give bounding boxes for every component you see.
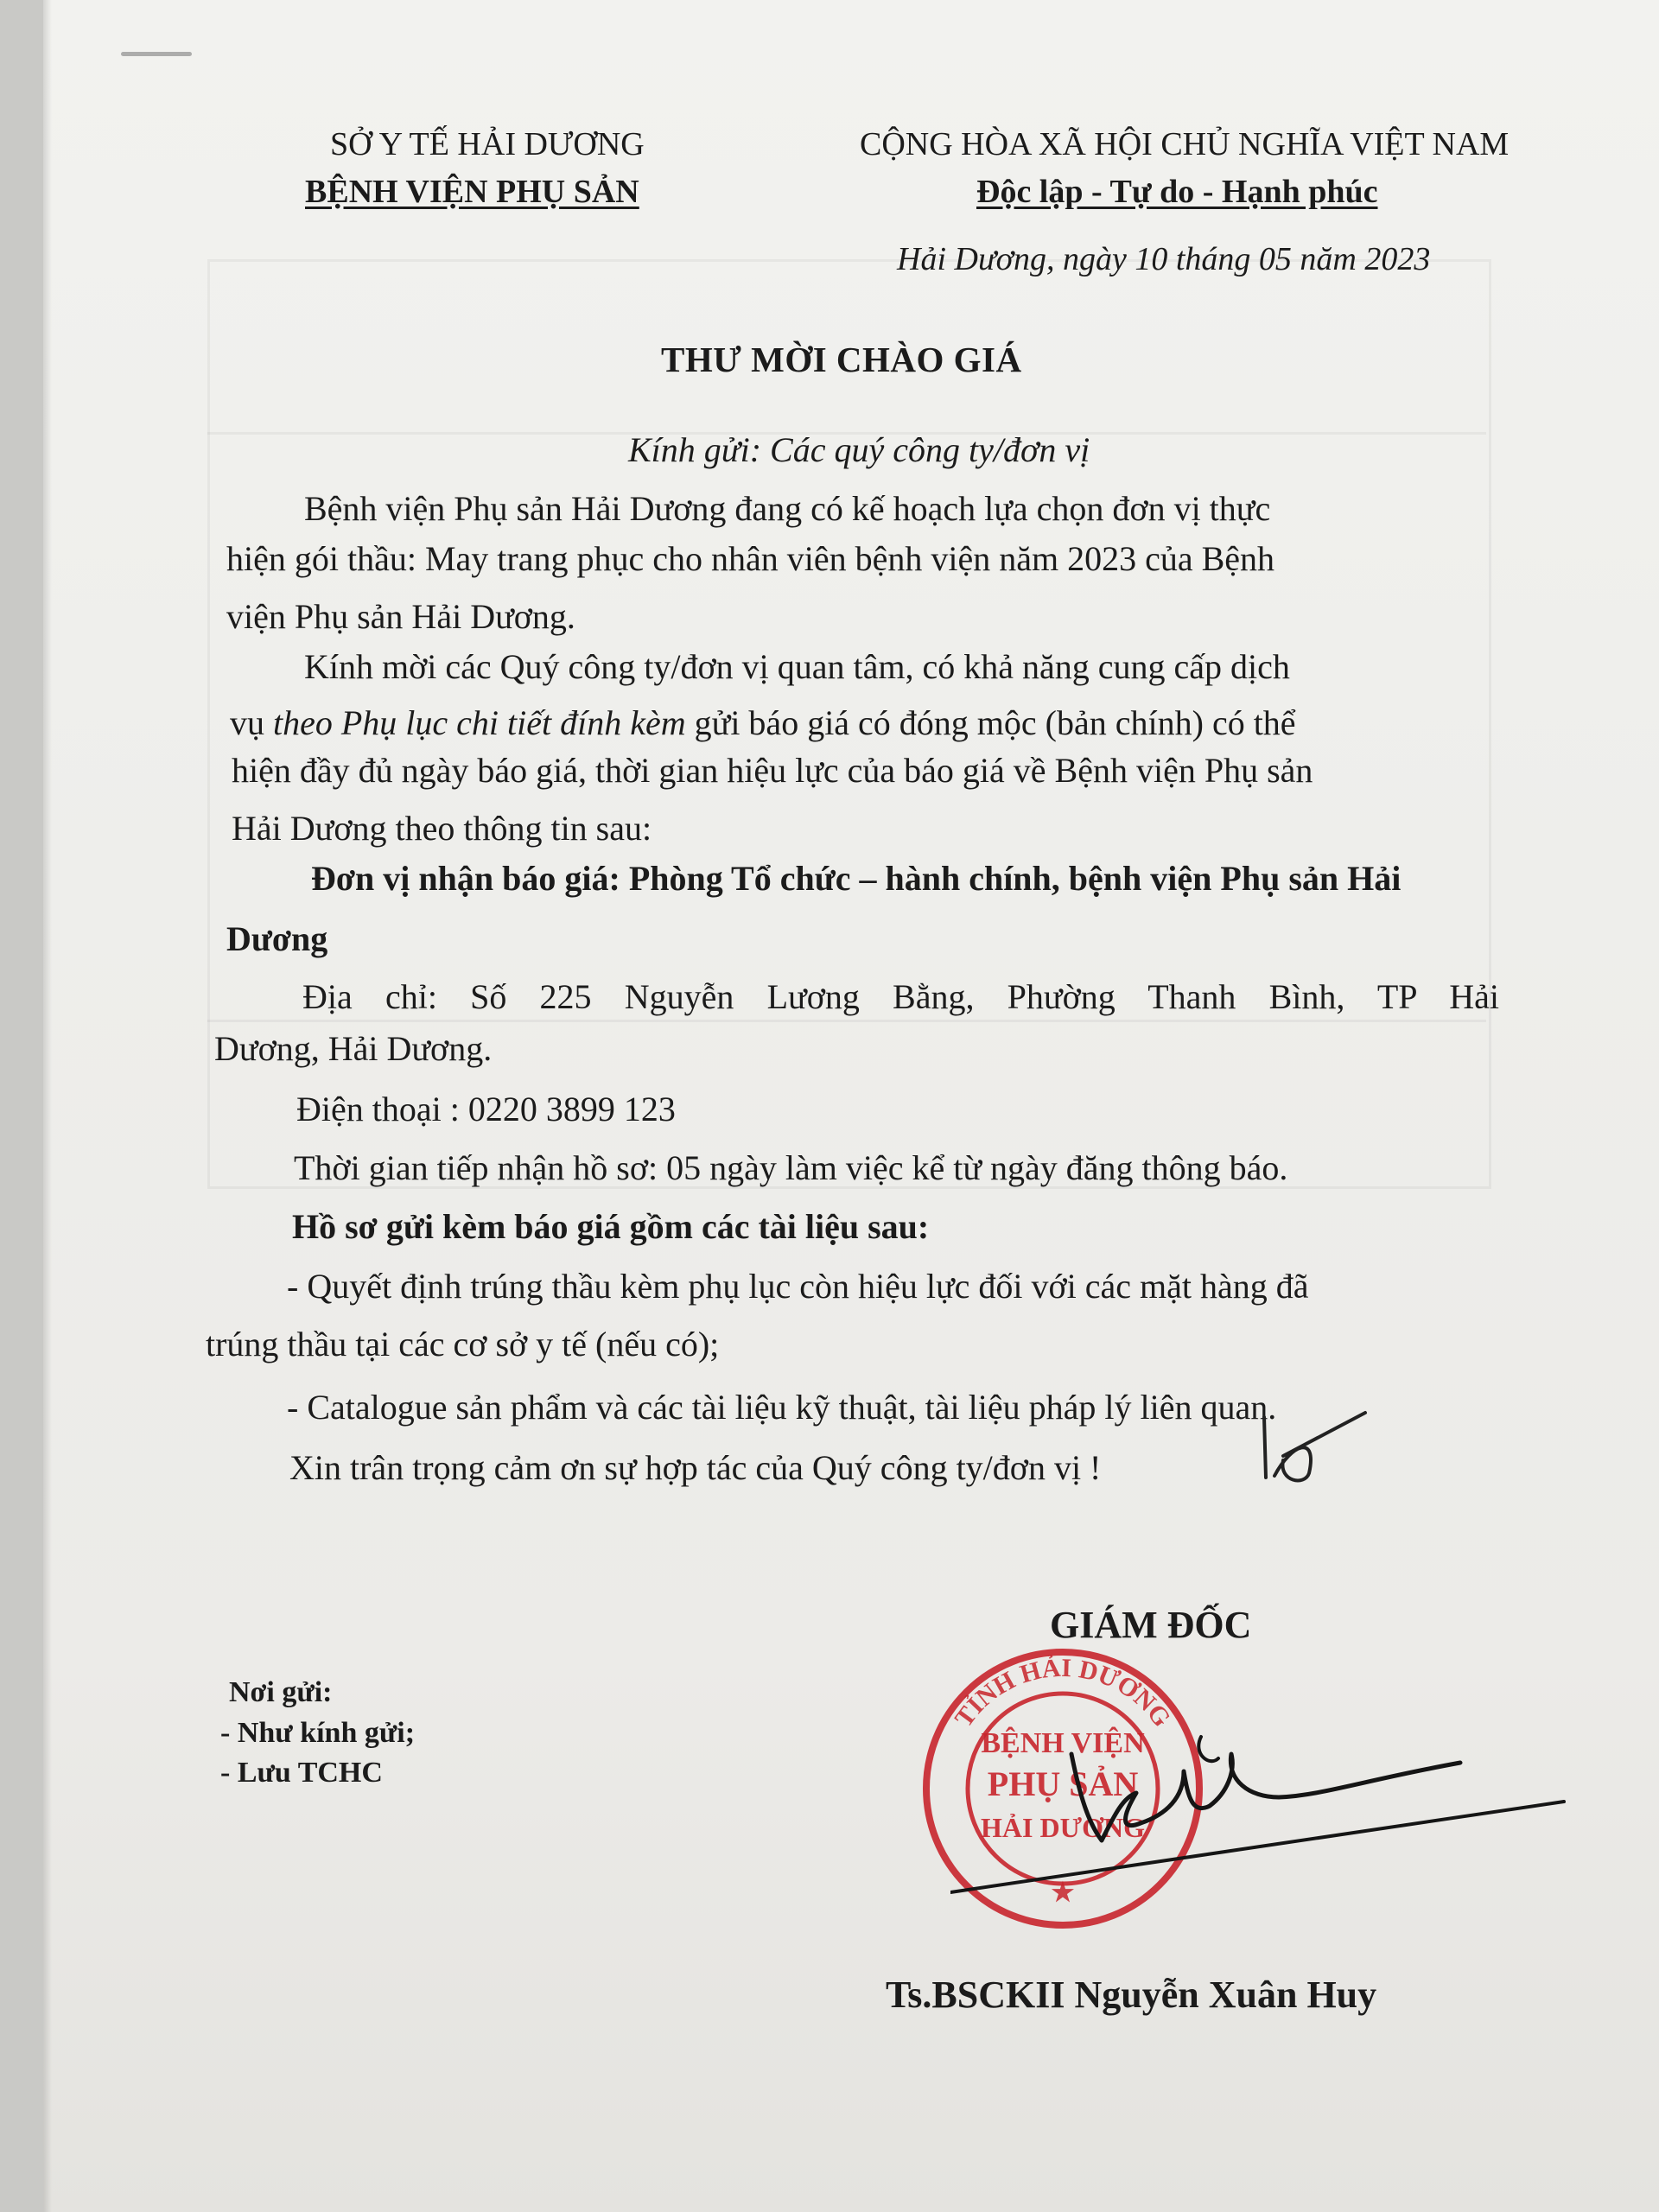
handwritten-initial <box>1257 1408 1370 1491</box>
signer-name: Ts.BSCKII Nguyễn Xuân Huy <box>886 1974 1377 2016</box>
hospital-name: BỆNH VIỆN PHỤ SẢN <box>305 174 639 210</box>
paragraph-1-line: viện Phụ sản Hải Dương. <box>226 597 575 636</box>
show-through-row <box>207 1020 1486 1022</box>
attachment-item: trúng thầu tại các cơ sở y tế (nếu có); <box>206 1325 720 1363</box>
country-name: CỘNG HÒA XÃ HỘI CHỦ NGHĨA VIỆT NAM <box>860 126 1510 162</box>
paragraph-2-line <box>230 702 1296 743</box>
document-date: Hải Dương, ngày 10 tháng 05 năm 2023 <box>897 241 1431 277</box>
receiver-line: Dương <box>226 919 328 958</box>
stamp-line: HẢI DƯƠNG <box>981 1812 1145 1843</box>
page-edge-shadow <box>43 0 52 2212</box>
attachment-item: - Catalogue sản phẩm và các tài liệu kỹ thuật, tài liệu pháp lý liên quan. <box>287 1388 1277 1427</box>
recipients-heading: Nơi gửi: <box>229 1676 333 1708</box>
recipient-item: - Lưu TCHC <box>220 1757 383 1789</box>
attachment-item: - Quyết định trúng thầu kèm phụ lục còn hiệu lực đối với các mặt hàng đã <box>287 1267 1309 1306</box>
paragraph-2-line: hiện đầy đủ ngày báo giá, thời gian hiệu lực của báo giá về Bệnh viện Phụ sản <box>232 751 1313 790</box>
text-run: vụ <box>230 703 273 742</box>
staple-mark <box>121 52 192 56</box>
attachments-heading: Hồ sơ gửi kèm báo giá gồm các tài liệu sau: <box>292 1207 930 1246</box>
text-run: gửi báo giá có đóng mộc (bản chính) có thể <box>685 703 1296 742</box>
stamp-line: PHỤ SẢN <box>987 1764 1139 1803</box>
paragraph-1-line: hiện gói thầu: May trang phục cho nhân viên bệnh viện năm 2023 của Bệnh <box>226 539 1275 578</box>
deadline: Thời gian tiếp nhận hồ sơ: 05 ngày làm việc kể từ ngày đăng thông báo. <box>294 1148 1288 1187</box>
stamp-ring-text: TỈNH HẢI DƯƠNG <box>949 1653 1177 1732</box>
department-name: SỞ Y TẾ HẢI DƯƠNG <box>330 126 645 162</box>
receiver-line: Đơn vị nhận báo giá: Phòng Tổ chức – hành chính, bệnh viện Phụ sản Hải <box>311 859 1402 898</box>
address-line: Địa chỉ: Số 225 Nguyễn Lương Bằng, Phường Thanh Bình, TP Hải <box>302 977 1499 1016</box>
recipient-item: - Như kính gửi; <box>220 1717 416 1749</box>
signer-title: GIÁM ĐỐC <box>1050 1604 1252 1646</box>
stamp-line: BỆNH VIỆN <box>981 1727 1145 1759</box>
star-icon: ★ <box>1051 1878 1075 1907</box>
paragraph-1-line: Bệnh viện Phụ sản Hải Dương đang có kế hoạch lựa chọn đơn vị thực <box>304 489 1271 528</box>
handwritten-signature <box>950 1719 1581 1910</box>
document-title: THƯ MỜI CHÀO GIÁ <box>661 340 1022 379</box>
address-line: Dương, Hải Dương. <box>214 1029 493 1068</box>
paragraph-2-line: Kính mời các Quý công ty/đơn vị quan tâm, có khả năng cung cấp dịch <box>304 647 1290 686</box>
national-motto: Độc lập - Tự do - Hạnh phúc <box>976 174 1378 210</box>
closing-line: Xin trân trọng cảm ơn sự hợp tác của Quý công ty/đơn vị ! <box>289 1448 1102 1487</box>
phone: Điện thoại : 0220 3899 123 <box>296 1090 676 1128</box>
greeting: Kính gửi: Các quý công ty/đơn vị <box>628 430 1090 469</box>
annex-reference: theo Phụ lục chi tiết đính kèm <box>273 703 686 742</box>
paragraph-2-line: Hải Dương theo thông tin sau: <box>232 809 652 848</box>
